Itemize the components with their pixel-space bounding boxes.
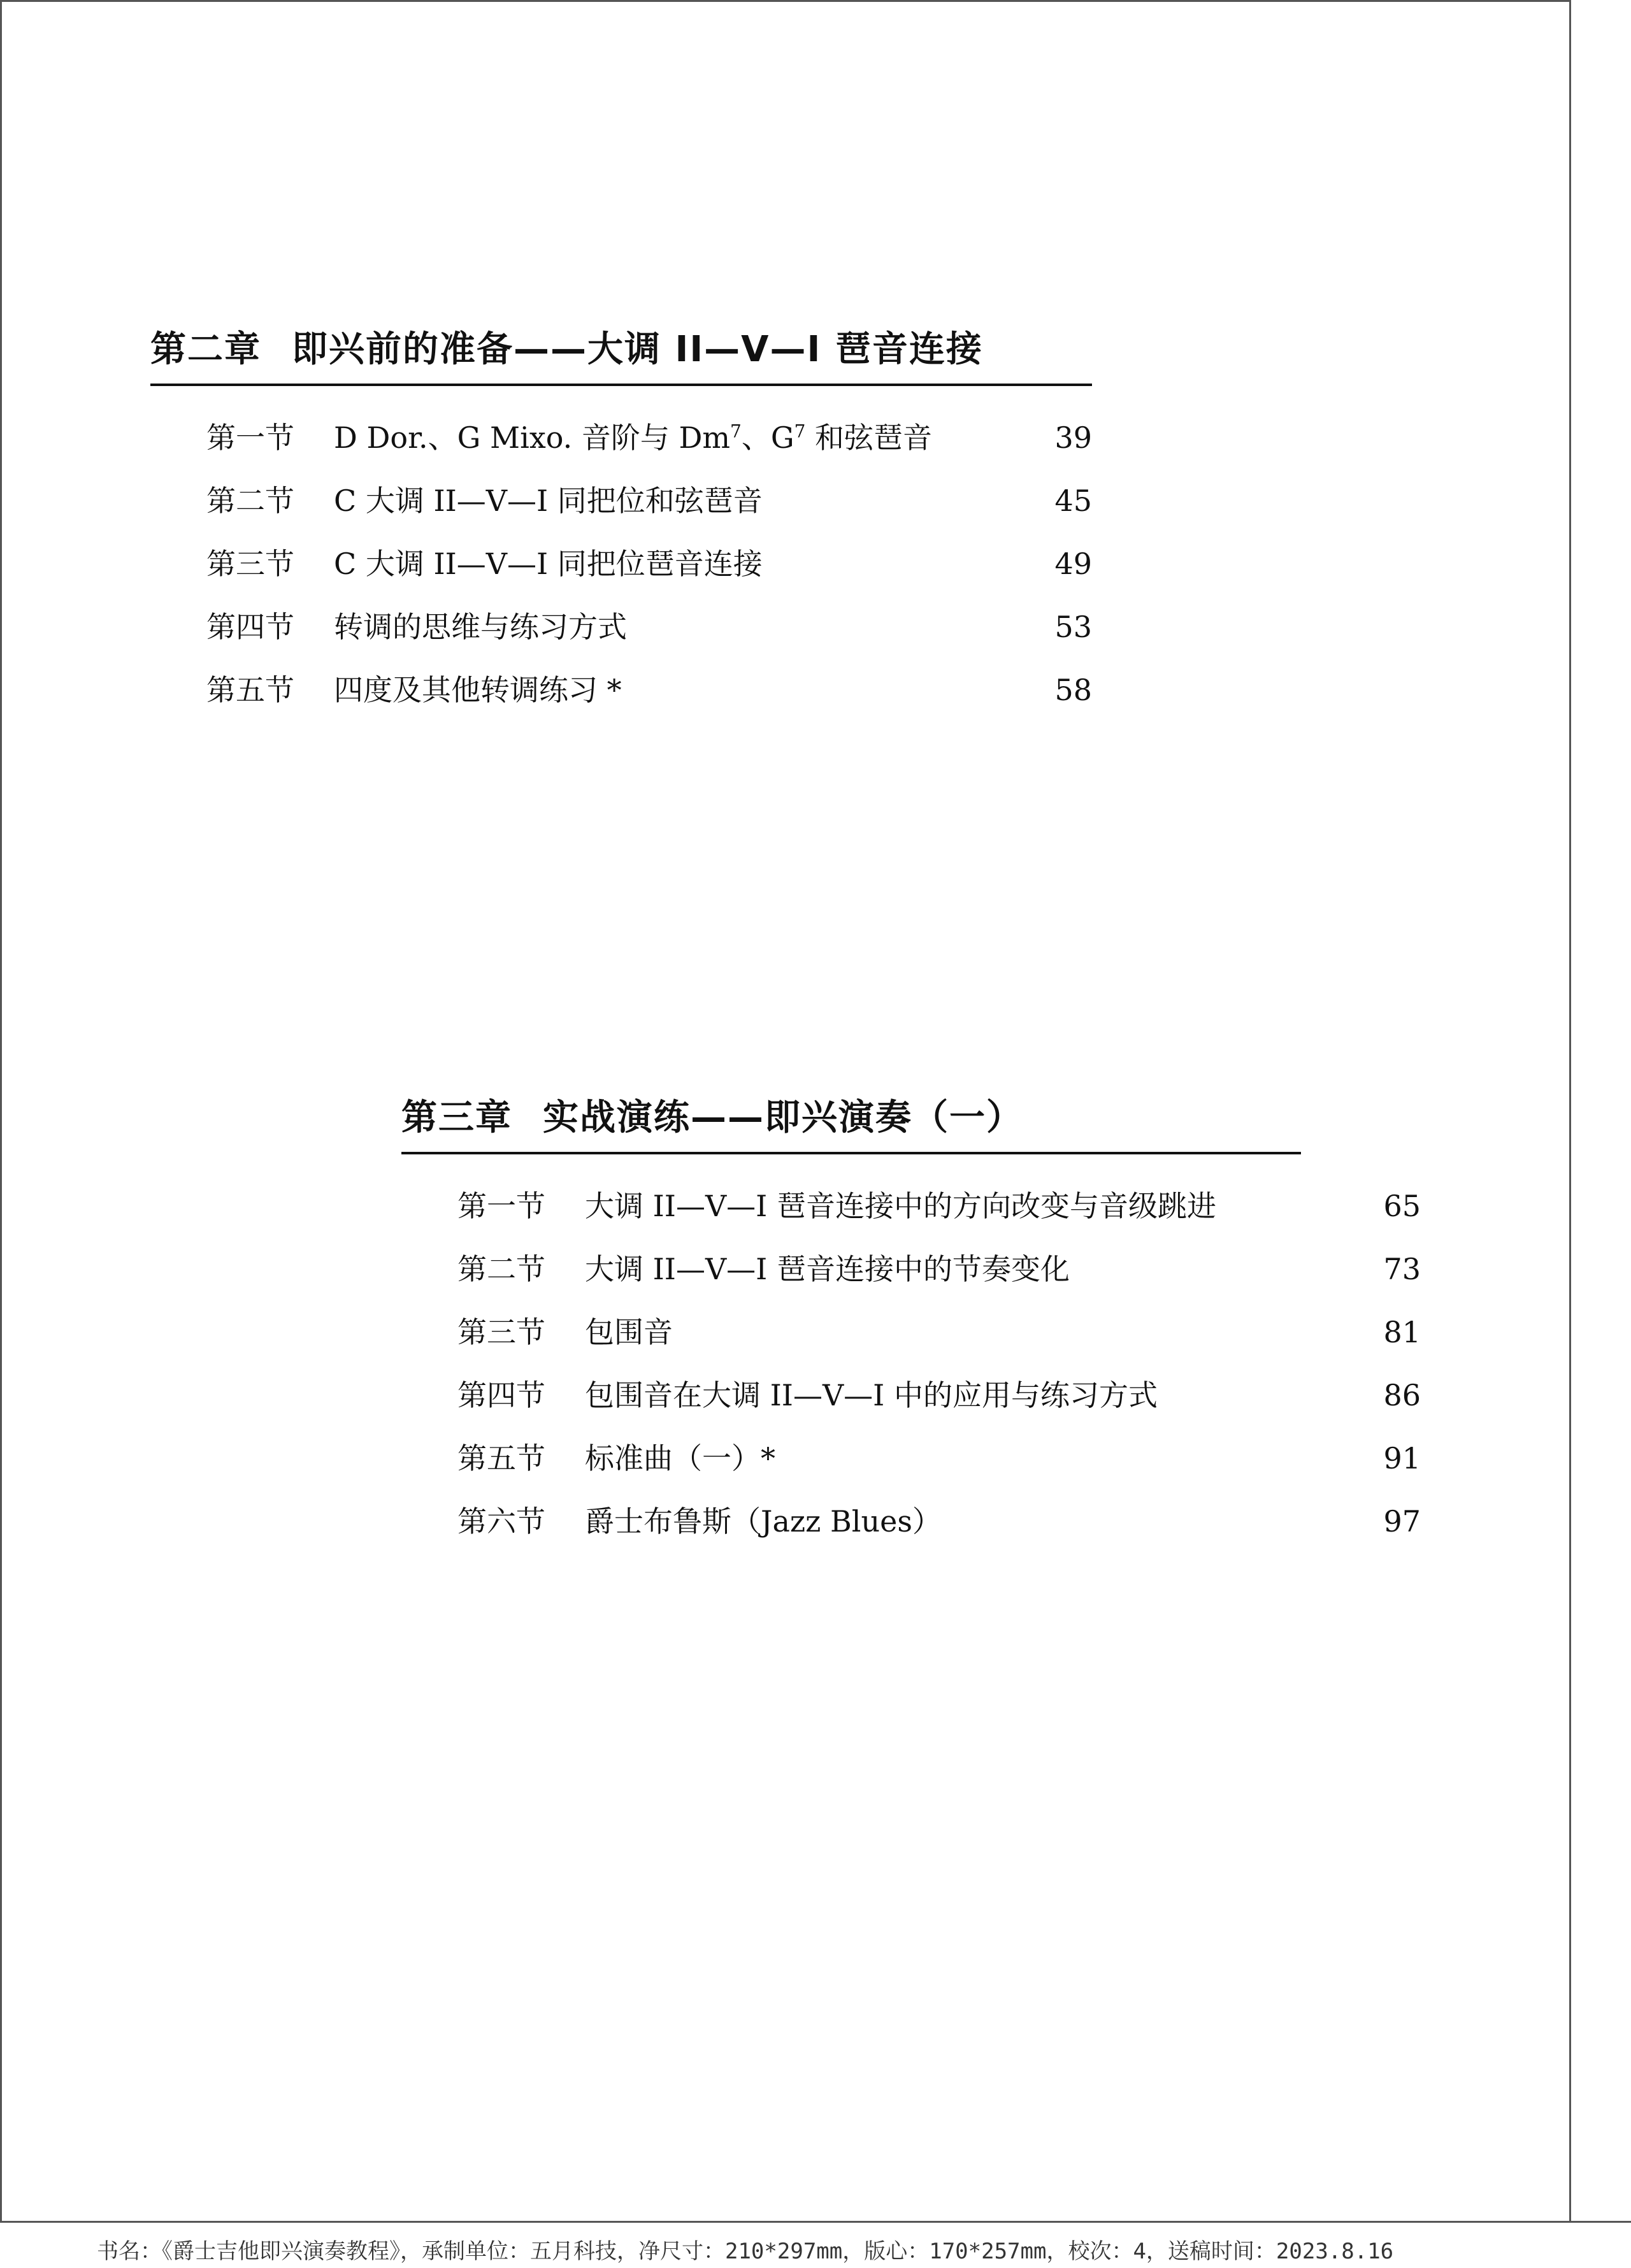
page-number: 53	[1054, 610, 1092, 644]
page-number: 97	[1383, 1504, 1421, 1539]
section-title: 包围音	[585, 1315, 673, 1349]
section-number: 第四节	[457, 1378, 545, 1412]
chapter-heading	[401, 1096, 1301, 1140]
section-number: 第五节	[206, 673, 294, 707]
trim-border-right	[1569, 0, 1571, 2221]
trim-border-left	[0, 0, 2, 2221]
chapter-title: 即兴前的准备——大调 II—V—I 琶音连接	[292, 329, 983, 370]
section-number: 第四节	[206, 610, 294, 644]
section-number: 第三节	[457, 1315, 545, 1349]
chapter-3	[401, 1096, 1421, 1562]
section-number: 第三节	[206, 547, 294, 581]
page-number: 65	[1383, 1189, 1421, 1223]
section-title: D Dor.、G Mixo. 音阶与 Dm$^7$、$G^7$ 和弦琶音	[334, 420, 933, 455]
section-number: 第二节	[206, 484, 294, 518]
toc-list	[457, 1184, 1421, 1562]
print-info-footer: 书名：《爵士吉他即兴演奏教程》，承制单位：五月科技，净尺寸：210*297mm，版心：170*257mm，校次：4，送稿时间：2023.8.16	[97, 2239, 1394, 2264]
trim-border-bottom	[0, 2221, 1631, 2223]
chapter-rule	[401, 1152, 1301, 1154]
section-title: 大调 II—V—I 琶音连接中的方向改变与音级跳进	[585, 1189, 1216, 1223]
superscript: 7	[794, 420, 806, 442]
trim-border-top	[0, 0, 1571, 2]
section-title: 大调 II—V—I 琶音连接中的节奏变化	[585, 1252, 1070, 1286]
chapter-title: 实战演练——即兴演奏（一）	[543, 1097, 1023, 1138]
section-number: 第一节	[206, 420, 294, 455]
toc-entry[interactable]	[457, 1436, 1421, 1499]
toc-entry[interactable]	[457, 1247, 1421, 1310]
section-title: C 大调 II—V—I 同把位琶音连接	[334, 547, 763, 581]
section-title: 爵士布鲁斯（Jazz Blues）	[585, 1504, 942, 1539]
chapter-rule	[150, 384, 1092, 386]
toc-entry[interactable]	[457, 1310, 1421, 1373]
chapter-label: 第二章	[150, 329, 261, 370]
toc-entry[interactable]	[206, 605, 1092, 668]
section-title: 转调的思维与练习方式	[334, 610, 627, 644]
toc-entry[interactable]	[457, 1373, 1421, 1436]
section-title: 四度及其他转调练习 *	[334, 673, 622, 707]
page-number: 91	[1383, 1441, 1421, 1475]
toc-entry[interactable]	[457, 1184, 1421, 1247]
section-number: 第二节	[457, 1252, 545, 1286]
toc-entry[interactable]	[206, 542, 1092, 605]
page-number: 86	[1383, 1378, 1421, 1412]
section-title: C 大调 II—V—I 同把位和弦琶音	[334, 484, 763, 518]
page-number: 49	[1054, 547, 1092, 581]
page-number: 81	[1383, 1315, 1421, 1349]
chapter-heading	[150, 327, 1092, 372]
section-number: 第五节	[457, 1441, 545, 1475]
chapter-2	[150, 327, 1092, 731]
toc-entry[interactable]	[206, 668, 1092, 731]
chapter-label: 第三章	[401, 1097, 512, 1138]
page-number: 73	[1383, 1252, 1421, 1286]
toc-list	[206, 415, 1092, 731]
toc-entry[interactable]	[457, 1499, 1421, 1562]
section-number: 第六节	[457, 1504, 545, 1539]
section-title: 标准曲（一）*	[585, 1441, 775, 1475]
section-number: 第一节	[457, 1189, 545, 1223]
page-number: 39	[1054, 420, 1092, 455]
toc-entry[interactable]	[206, 478, 1092, 542]
section-title: 包围音在大调 II—V—I 中的应用与练习方式	[585, 1378, 1158, 1412]
page-number: 58	[1054, 673, 1092, 707]
toc-entry[interactable]	[206, 415, 1092, 478]
superscript: 7	[730, 420, 742, 442]
page-number: 45	[1054, 484, 1092, 518]
